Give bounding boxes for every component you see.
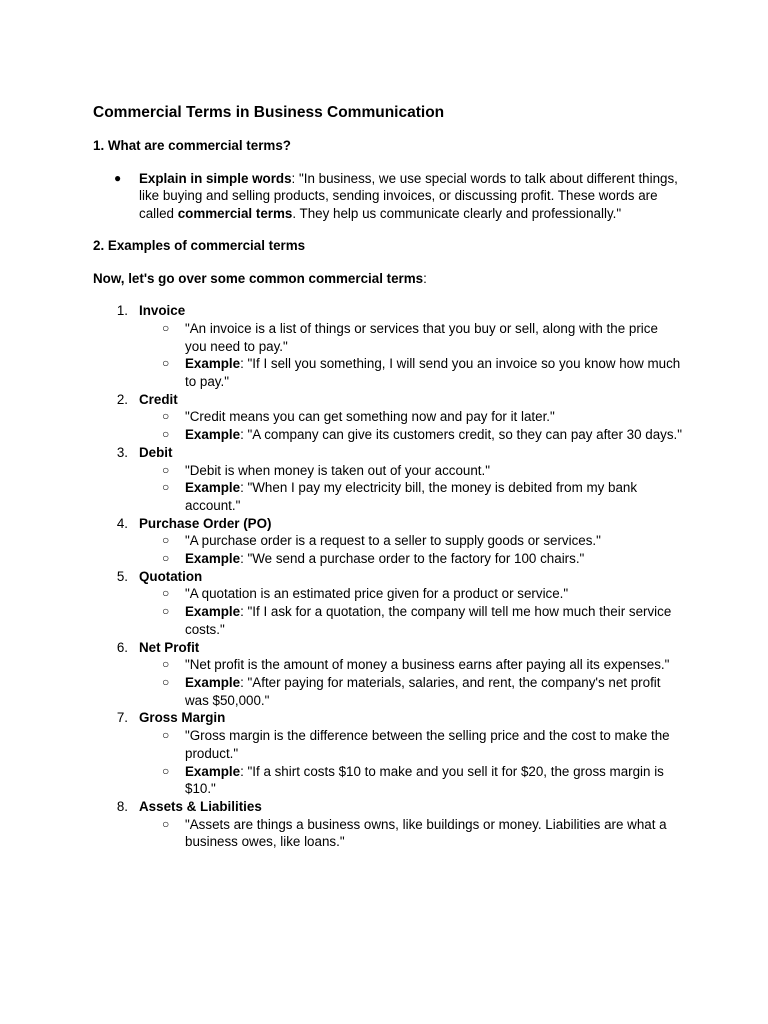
- example-label: Example: [185, 356, 241, 372]
- term-number: 1.: [116, 303, 128, 319]
- term-definition: "Debit is when money is taken out of your account.": [185, 462, 491, 478]
- term-definition: "Credit means you can get something now and pay for it later.": [185, 409, 555, 425]
- term-definition-item: [162, 816, 683, 851]
- term-number: 8.: [116, 798, 128, 814]
- term-number: 2.: [116, 391, 128, 407]
- term-name: Invoice: [139, 303, 186, 319]
- term-definition-item: [162, 585, 683, 603]
- term-example: : "When I pay my electricity bill, the money is debited from my bank account.": [185, 480, 638, 513]
- hollow-bullet-icon: ○: [162, 674, 170, 689]
- term-item: [93, 798, 683, 851]
- lead-bold: Now, let's go over some common commercial terms: [93, 270, 424, 286]
- hollow-bullet-icon: ○: [162, 427, 170, 442]
- term-example: : "If I ask for a quotation, the company will tell me how much their service costs.": [185, 604, 672, 637]
- term-example: : "A company can give its customers credit, so they can pay after 30 days.": [240, 427, 683, 443]
- term-item: [93, 709, 683, 798]
- term-number: 4.: [116, 515, 128, 531]
- term-number: 6.: [116, 639, 128, 655]
- term-definition-item: [162, 408, 683, 426]
- term-example-item: [162, 479, 683, 514]
- term-example: : "After paying for materials, salaries, and rent, the company's net profit was $50,000.": [185, 674, 661, 708]
- term-detail-list: [139, 462, 683, 515]
- term-definition-item: [162, 656, 683, 674]
- term-example-item: [162, 674, 683, 709]
- term-example-item: [162, 603, 683, 638]
- term-detail-list: [139, 585, 683, 638]
- hollow-bullet-icon: ○: [162, 586, 170, 601]
- term-item: [93, 515, 683, 568]
- lead-paragraph: [93, 270, 683, 288]
- example-label: Example: [185, 480, 241, 496]
- term-definition: "Gross margin is the difference between the selling price and the cost to make the product.": [185, 728, 670, 761]
- term-definition-item: [162, 532, 683, 550]
- term-name: Gross Margin: [139, 710, 226, 726]
- hollow-bullet-icon: ○: [162, 763, 170, 778]
- term-detail-list: [139, 320, 683, 391]
- commercial-terms-bold: commercial terms: [177, 206, 293, 222]
- hollow-bullet-icon: ○: [162, 728, 170, 743]
- term-definition: "A quotation is an estimated price given for a product or service.": [185, 586, 569, 602]
- term-item: [93, 568, 683, 639]
- terms-list: [93, 302, 683, 851]
- term-example-item: [162, 763, 683, 798]
- term-example-item: [162, 355, 683, 390]
- term-definition-item: [162, 462, 683, 480]
- term-name: Quotation: [139, 568, 203, 584]
- hollow-bullet-icon: ○: [162, 480, 170, 495]
- term-name: Net Profit: [139, 639, 200, 655]
- term-item: [93, 444, 683, 515]
- hollow-bullet-icon: ○: [162, 604, 170, 619]
- term-example: : "If I sell you something, I will send you an invoice so you know how much to pay.": [185, 356, 681, 390]
- hollow-bullet-icon: ○: [162, 657, 170, 672]
- term-item: [93, 639, 683, 710]
- term-definition: "An invoice is a list of things or services that you buy or sell, along with the price you need to pay.": [185, 320, 658, 354]
- term-definition: "Net profit is the amount of money a business earns after paying all its expenses.": [185, 657, 670, 673]
- hollow-bullet-icon: ○: [162, 816, 170, 831]
- term-name: Purchase Order (PO): [139, 515, 272, 531]
- hollow-bullet-icon: ○: [162, 533, 170, 548]
- term-name: Assets & Liabilities: [139, 798, 262, 814]
- term-detail-list: [139, 656, 683, 709]
- term-definition: "A purchase order is a request to a seller to supply goods or services.": [185, 533, 601, 549]
- term-detail-list: [139, 816, 683, 851]
- hollow-bullet-icon: ○: [162, 409, 170, 424]
- term-example-item: [162, 550, 683, 568]
- lead-colon: :: [423, 270, 427, 286]
- term-definition-item: [162, 320, 683, 355]
- bullet-dot-icon: ●: [114, 170, 122, 185]
- term-definition-item: [162, 727, 683, 762]
- document-title: Commercial Terms in Business Communication: [93, 104, 445, 121]
- example-label: Example: [185, 551, 241, 567]
- intro-bullet-item: [114, 170, 683, 223]
- term-number: 3.: [116, 444, 128, 460]
- example-label: Example: [185, 427, 241, 443]
- document-page: [93, 103, 683, 851]
- section-heading-examples: 2. Examples of commercial terms: [93, 237, 306, 253]
- explain-label: Explain in simple words: [139, 170, 292, 186]
- term-example-item: [162, 426, 683, 444]
- intro-bullet-list: [93, 170, 683, 223]
- term-number: 7.: [116, 710, 128, 726]
- hollow-bullet-icon: ○: [162, 551, 170, 566]
- term-name: Debit: [139, 444, 173, 460]
- term-example: : "If a shirt costs $10 to make and you sell it for $20, the gross margin is $10.": [185, 763, 664, 797]
- term-item: [93, 302, 683, 391]
- term-item: [93, 391, 683, 444]
- term-detail-list: [139, 727, 683, 798]
- term-example: : "We send a purchase order to the factory for 100 chairs.": [240, 551, 585, 567]
- term-definition: "Assets are things a business owns, like buildings or money. Liabilities are what a business owes, like loans.": [185, 816, 667, 850]
- example-label: Example: [185, 763, 241, 779]
- example-label: Example: [185, 674, 241, 690]
- term-detail-list: [139, 408, 683, 443]
- term-detail-list: [139, 532, 683, 567]
- explain-text-before: : "In business, we use special words to talk about different things, like buying and selling products, sending invoices, or discussing profit. These words are called: [139, 170, 678, 222]
- section-heading-what-are-terms: 1. What are commercial terms?: [93, 138, 291, 153]
- explain-text-after: . They help us communicate clearly and professionally.": [292, 206, 622, 222]
- example-label: Example: [185, 604, 241, 620]
- term-number: 5.: [116, 568, 128, 584]
- hollow-bullet-icon: ○: [162, 462, 170, 477]
- hollow-bullet-icon: ○: [162, 320, 170, 335]
- hollow-bullet-icon: ○: [162, 356, 170, 371]
- term-name: Credit: [139, 391, 178, 407]
